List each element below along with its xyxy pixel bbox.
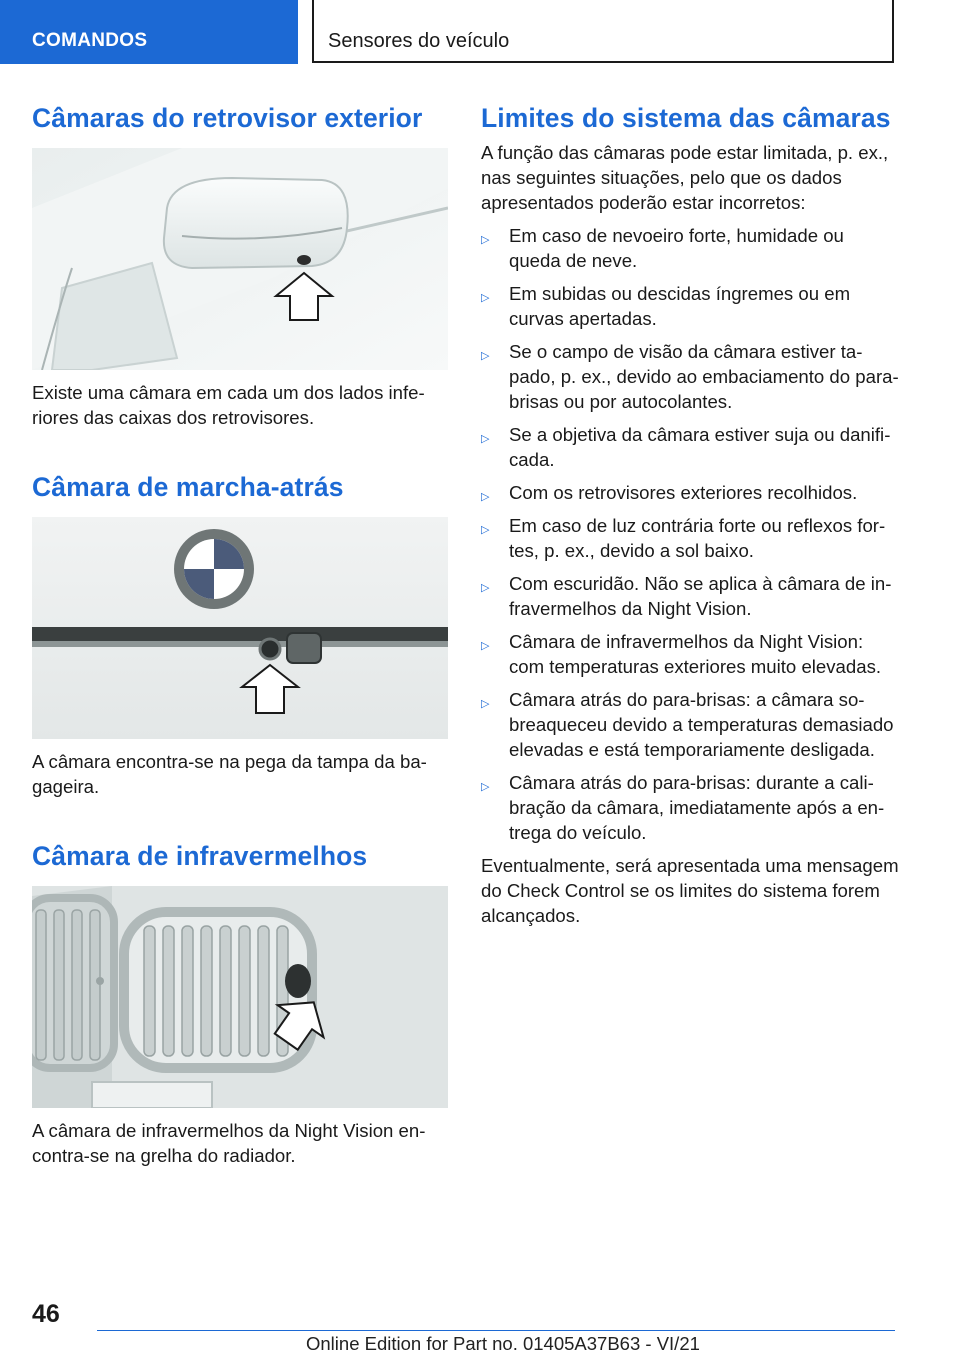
list-item (481, 770, 899, 845)
triangle-bullet-icon: ▷ (481, 433, 490, 445)
footer-divider (97, 1330, 895, 1331)
triangle-bullet-icon: ▷ (481, 292, 490, 304)
mirror-camera-illustration (32, 148, 448, 370)
limits-list (481, 223, 899, 845)
left-column (32, 96, 448, 1168)
list-item (481, 339, 899, 414)
limits-intro: A função das câmaras pode estar limitada, p. ex., nas seguintes situações, pelo que os dados apresentados poderão estar incorretos: (481, 142, 889, 213)
rear-camera-caption: A câmara encontra-se na pega da tampa da bagageira. (32, 751, 427, 797)
chapter-title: Sensores do veículo (328, 30, 510, 52)
list-item (481, 571, 899, 621)
section-title: COMANDOS (32, 30, 148, 51)
heading-rear-camera: Câmara de marcha-atrás (32, 472, 344, 502)
triangle-bullet-icon: ▷ (481, 524, 490, 536)
section-rear-camera (32, 465, 448, 799)
rear-camera-illustration (32, 517, 448, 739)
list-item-text: Em caso de nevoeiro forte, humidade ou queda de neve. (509, 225, 844, 271)
mirror-camera-caption: Existe uma câmara em cada um dos lados inferiores das caixas dos retrovisores. (32, 382, 425, 428)
list-item (481, 629, 899, 679)
list-item-text: Se a objetiva da câmara estiver suja ou danificada. (509, 424, 891, 470)
triangle-bullet-icon: ▷ (481, 350, 490, 362)
list-item-text: Câmara atrás do para-brisas: a câmara sobreaqueceu devido a temperaturas demasiado elevadas e está temporariamente desligada. (509, 689, 894, 760)
list-item-text: Se o campo de visão da câmara estiver tapado, p. ex., devido ao embaciamento do para-brisas ou por autocolantes. (509, 341, 899, 412)
list-item (481, 480, 899, 505)
list-item (481, 422, 899, 472)
page-number: 46 (32, 1300, 60, 1328)
list-item-text: Com escuridão. Não se aplica à câmara de infravermelhos da Night Vision. (509, 573, 892, 619)
heading-system-limits: Limites do sistema das câmaras (481, 103, 891, 133)
limits-outro: Eventualmente, será apresentada uma mensagem do Check Control se os limites do sistema forem alcançados. (481, 855, 899, 926)
list-item-text: Em caso de luz contrária forte ou reflexos fortes, p. ex., devido a sol baixo. (509, 515, 886, 561)
triangle-bullet-icon: ▷ (481, 491, 490, 503)
triangle-bullet-icon: ▷ (481, 582, 490, 594)
heading-infrared-camera: Câmara de infravermelhos (32, 841, 368, 871)
chapter-header (312, 0, 894, 63)
list-item (481, 223, 899, 273)
section-infrared-camera (32, 834, 448, 1168)
list-item (481, 513, 899, 563)
triangle-bullet-icon: ▷ (481, 698, 490, 710)
list-item-text: Câmara de infravermelhos da Night Vision: com temperaturas exteriores muito elevadas. (509, 631, 882, 677)
infrared-camera-illustration (32, 886, 448, 1108)
triangle-bullet-icon: ▷ (481, 234, 490, 246)
section-tab (0, 0, 298, 64)
list-item (481, 281, 899, 331)
triangle-bullet-icon: ▷ (481, 640, 490, 652)
heading-mirror-cameras: Câmaras do retrovisor exterior (32, 103, 423, 133)
triangle-bullet-icon: ▷ (481, 781, 490, 793)
infrared-camera-caption: A câmara de infravermelhos da Night Vision encontra-se na grelha do radiador. (32, 1120, 426, 1166)
list-item (481, 687, 899, 762)
edition-footer: Online Edition for Part no. 01405A37B63 - VI/21 (306, 1333, 700, 1354)
list-item-text: Em subidas ou descidas íngremes ou em curvas apertadas. (509, 283, 851, 329)
list-item-text: Câmara atrás do para-brisas: durante a calibração da câmara, imediatamente após a entrega do veículo. (509, 772, 885, 843)
list-item-text: Com os retrovisores exteriores recolhidos. (509, 482, 858, 503)
right-column (481, 96, 899, 928)
